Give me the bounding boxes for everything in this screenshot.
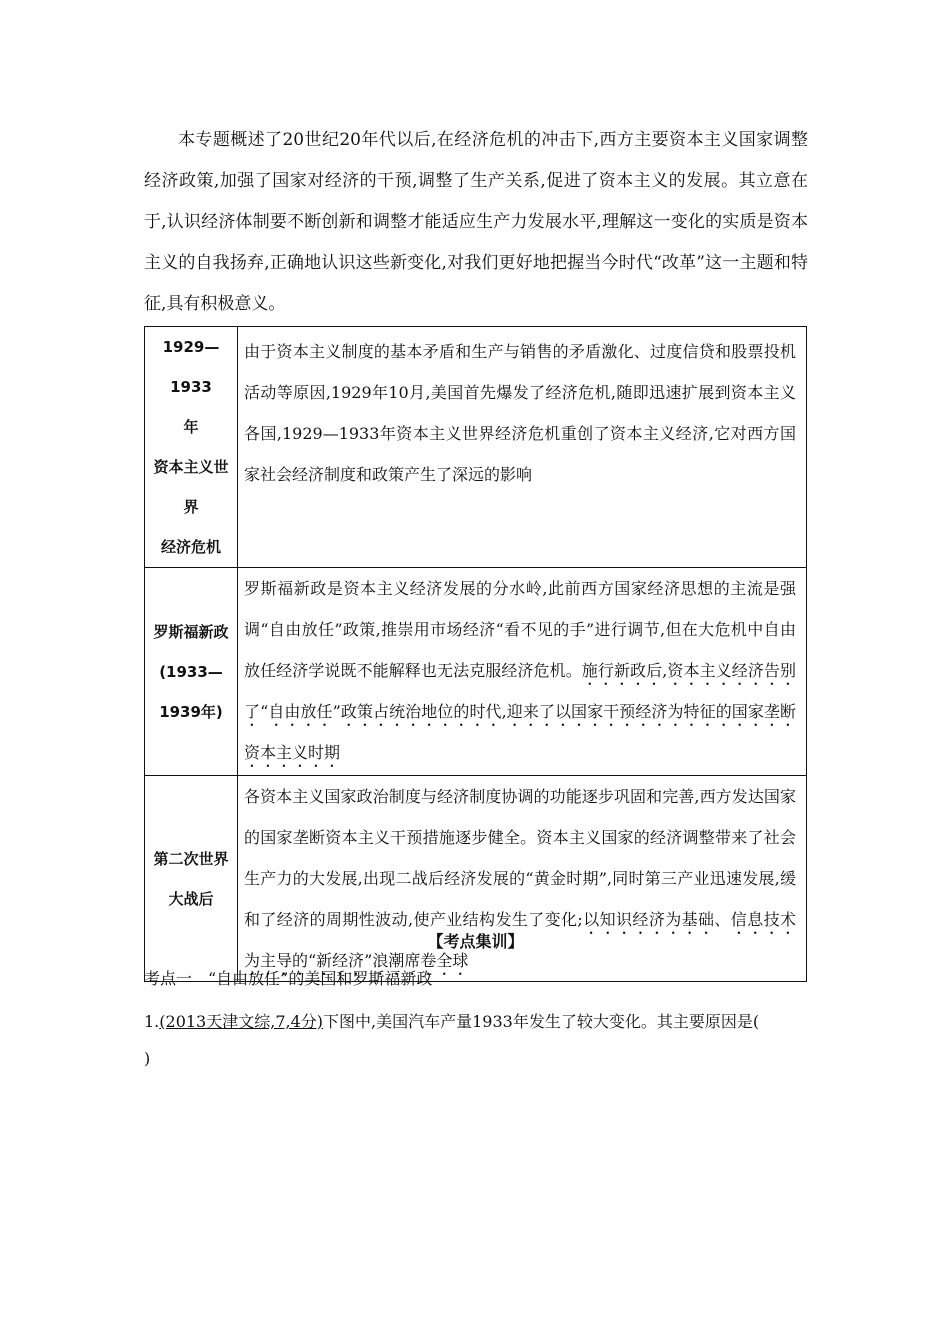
description-cell — [238, 568, 807, 776]
period-cell — [145, 568, 238, 776]
emphasized-text: 施行新政后,资本主义经济告别了“自由放任”政策占统治地位的时代,迎来了以国家干预经济为特征的国家垄断资本主义时期 — [244, 661, 796, 762]
section-heading: 【考点集训】 — [427, 932, 524, 951]
summary-table — [144, 326, 807, 982]
description-cell — [238, 327, 807, 568]
table-row — [145, 327, 807, 568]
period-line: 罗斯福新政 — [153, 622, 229, 641]
table-row — [145, 568, 807, 776]
period-line: 界 — [183, 498, 199, 516]
period-line: 第二次世界 — [153, 849, 229, 868]
question-close: ) — [144, 1049, 151, 1068]
period-line: 1929—1933 — [162, 338, 220, 396]
description-text: 罗斯福新政是资本主义经济发展的分水岭,此前西方国家经济思想的主流是强调“自由放任”政策,推崇用市场经济“看不见的手”进行调节,但在大危机中自由放任经济学说既不能解释也无法克服经济危机。 — [244, 579, 796, 680]
question-number: 1. — [144, 1012, 160, 1031]
question-1 — [144, 1003, 808, 1077]
period-line: 1939年) — [159, 702, 223, 721]
period-line: 资本主义世 — [153, 458, 229, 476]
question-source: (2013天津文综,7,4分) — [159, 1012, 324, 1031]
emphasized-text: 以知识经济为基础、信息技术为主导的“新经济”浪潮席卷全球 — [244, 910, 796, 970]
question-text: 下图中,美国汽车产量1933年发生了较大变化。其主要原因是( — [323, 1012, 760, 1031]
intro-paragraph: 本专题概述了20世纪20年代以后,在经济危机的冲击下,西方主要资本主义国家调整经济政策,加强了国家对经济的干预,调整了生产关系,促进了资本主义的发展。其立意在于,认识经济体制要不断创新和调整才能适应生产力发展水平,理解这一变化的实质是资本主义的自我扬弃,正确地认识这些新变化,对我们更好地把握当今时代“改革”这一主题和特征,具有积极意义。 — [144, 130, 808, 314]
description-text: 由于资本主义制度的基本矛盾和生产与销售的矛盾激化、过度信贷和股票投机活动等原因,1929年10月,美国首先爆发了经济危机,随即迅速扩展到资本主义各国,1929—1933年资本主义世界经济危机重创了资本主义经济,它对西方国家社会经济制度和政策产生了深远的影响 — [244, 342, 796, 484]
description-text: 各资本主义国家政治制度与经济制度协调的功能逐步巩固和完善,西方发达国家的国家垄断资本主义干预措施逐步健全。资本主义国家的经济调整带来了社会生产力的大发展,出现二战后经济发展的“黄金时期”,同时第三产业迅速发展,缓和了经济的周期性波动,使产业结构发生了变化; — [244, 787, 796, 929]
period-line: 经济危机 — [160, 538, 221, 556]
period-line: 大战后 — [168, 889, 214, 908]
period-line: 年 — [183, 418, 199, 436]
period-line: (1933— — [159, 662, 223, 681]
period-cell — [145, 327, 238, 568]
topic-title: 考点一 “自由放任”的美国和罗斯福新政 — [144, 969, 433, 988]
